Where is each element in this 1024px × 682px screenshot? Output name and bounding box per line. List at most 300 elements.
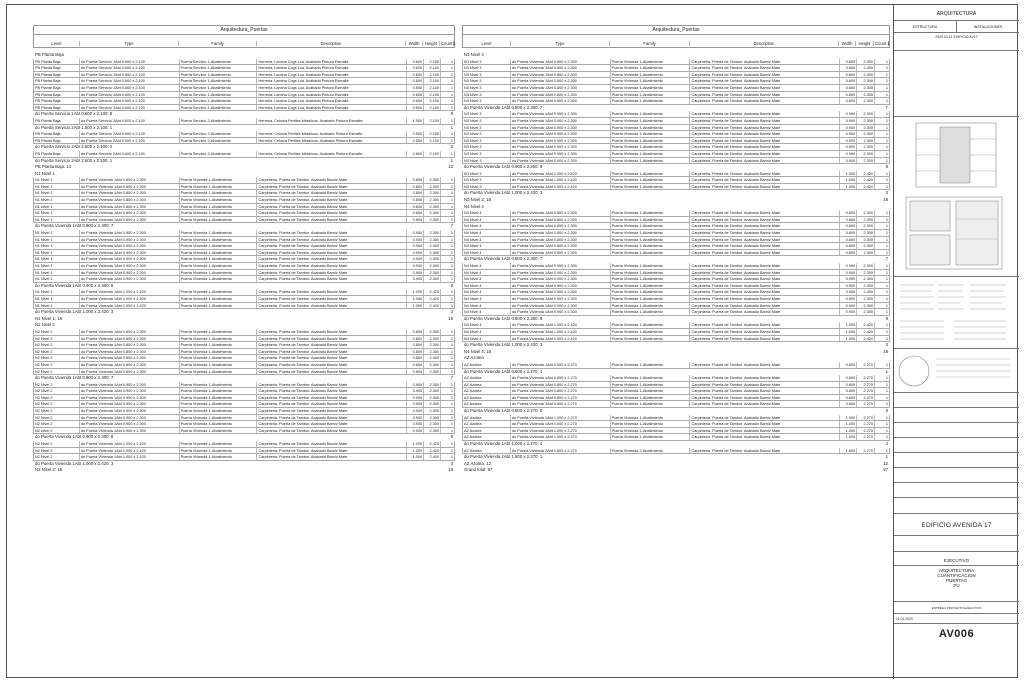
cell-description: Carpinteria. Puerta de Tambor. Acabado Barniz Mate	[257, 336, 407, 342]
cell-width: 0.900	[840, 158, 857, 164]
seal-icon	[894, 349, 1014, 391]
table-row	[33, 270, 455, 277]
table-row	[462, 223, 890, 230]
subtotal-label: do Puerta Servicio 2Abt 1.500 x 2.100: 1	[35, 124, 113, 130]
cell-width: 0.900	[407, 243, 424, 249]
cell-height: 2.300	[424, 217, 441, 223]
table-row	[33, 118, 455, 125]
cell-description: Carpinteria. Puerta de Tambor. Acabado Barniz Mate	[257, 382, 407, 388]
cell-type: do Puerta Vivienda 1Abt 0.800 x 2.300	[511, 237, 611, 243]
tb-delivery	[894, 602, 1019, 614]
cell-description: Carpinteria. Puerta de Tambor. Acabado Barniz Mate	[257, 256, 407, 262]
cell-level: PB Planta Baja	[34, 131, 80, 137]
signature-row-7	[894, 483, 1019, 498]
cell-family: Puerta Vivienda 2-Abatimiento	[611, 448, 691, 454]
cell-width: 0.600	[407, 65, 424, 71]
cell-height: 2.300	[424, 250, 441, 256]
cell-description: Carpinteria. Puerta de Tambor. Acabado Barniz Mate	[690, 336, 840, 342]
cell-height: 2.300	[424, 197, 441, 203]
subtotal-label: do Puerta Vivienda 1Abt 0.800 x 2.300: 7	[464, 256, 543, 262]
subtotal-label: do Puerta Vivienda 1Abt 1.000 x 2.420: 3	[35, 309, 114, 315]
cell-description: Herreria. Lamina Cogs Lca. Acabado Pintura Esmalte	[257, 98, 407, 104]
cell-width: 0.600	[407, 72, 424, 78]
cell-level: N3 Nivel 3	[463, 184, 511, 190]
cell-width: 0.800	[840, 59, 857, 65]
cell-level: PB Planta Baja	[34, 138, 80, 144]
table-row	[33, 395, 455, 402]
cell-count: 1	[875, 177, 890, 183]
cell-level: N3 Nivel 3	[463, 65, 511, 71]
table-row	[462, 85, 890, 92]
subtotal-label: do Puerta Vivienda 1Abt 0.800 x 2.270: 5	[464, 408, 543, 414]
cell-count: 1	[441, 72, 455, 78]
cell-count: 1	[875, 336, 890, 342]
table-row	[33, 237, 455, 244]
cell-family: Puerta Servicio 1-Abatimiento	[180, 92, 258, 98]
cell-height: 2.300	[424, 237, 441, 243]
table-row	[462, 283, 890, 290]
schedule-title: Arquitectura_Puertas	[33, 25, 455, 34]
cell-description: Carpinteria. Puerta de Tambor. Acabado Barniz Mate	[690, 78, 840, 84]
subtotal-count: 1	[885, 454, 888, 460]
cell-type: do Puerta Servicio 2Abt 0.600 x 2.100	[80, 151, 180, 157]
cell-type: do Puerta Vivienda 1Abt 1.000 x 2.270	[511, 434, 611, 440]
subtotal-row	[462, 164, 890, 171]
table-row	[462, 144, 890, 151]
tb-columns	[894, 21, 1019, 33]
table-row	[33, 349, 455, 356]
subtotal-row	[33, 158, 455, 165]
cell-type: do Puerta Vivienda 1Abt 0.900 x 2.300	[80, 421, 180, 427]
cell-family: Puerta Vivienda 1-Abatimiento	[180, 190, 258, 196]
table-row	[33, 428, 455, 435]
cell-family: Puerta Servicio 1-Abatimiento	[180, 78, 258, 84]
subtotal-label: do Puerta Vivienda 1Abt 0.800 x 2.300: 7	[35, 375, 114, 381]
cell-type: do Puerta Vivienda 1Abt 0.900 x 2.300	[80, 263, 180, 269]
cell-family: Puerta Vivienda 1-Abatimiento	[180, 369, 258, 375]
cell-level: N4 Nivel 4	[463, 250, 511, 256]
cell-description: Herreria. Lamina Cogs Lca. Acabado Pintura Esmalte	[257, 105, 407, 111]
tb-seal	[894, 349, 1019, 393]
cell-height: 2.420	[424, 448, 441, 454]
cell-count: 1	[441, 78, 455, 84]
cell-type: do Puerta Vivienda 1Abt 1.000 x 2.420	[511, 171, 611, 177]
cell-count: 1	[441, 197, 455, 203]
table-row	[33, 382, 455, 389]
table-row	[462, 336, 890, 343]
schedule-body-right	[462, 52, 890, 474]
cell-count: 1	[875, 158, 890, 164]
cell-count: 1	[875, 329, 890, 335]
cell-count: 1	[875, 118, 890, 124]
cell-family: Puerta Servicio 1-Abatimiento	[180, 65, 258, 71]
cell-level: N2 Nivel 2	[34, 369, 80, 375]
cell-count: 1	[441, 237, 455, 243]
cell-width: 0.900	[407, 237, 424, 243]
cell-count: 1	[875, 289, 890, 295]
cell-count: 1	[875, 303, 890, 309]
cell-type: do Puerta Vivienda 1Abt 0.900 x 2.300	[80, 243, 180, 249]
cell-height: 2.300	[857, 111, 875, 117]
cell-level: PB Planta Baja	[34, 78, 80, 84]
cell-description: Carpinteria. Puerta de Tambor. Acabado Barniz Mate	[257, 448, 407, 454]
cell-family: Puerta Servicio 1-Abatimiento	[180, 98, 258, 104]
cell-count: 1	[441, 243, 455, 249]
table-row	[462, 296, 890, 303]
subtotal-count: 8	[885, 315, 888, 321]
cell-description: Carpinteria. Puerta de Tambor. Acabado Barniz Mate	[690, 85, 840, 91]
cell-count: 1	[441, 276, 455, 282]
group-label-count: 12	[883, 460, 888, 466]
table-row	[33, 177, 455, 184]
cell-count: 1	[875, 322, 890, 328]
group-label-text: N2 Nivel 2	[35, 322, 55, 328]
cell-family: Puerta Vivienda 1-Abatimiento	[611, 243, 691, 249]
cell-count: 1	[875, 111, 890, 117]
cell-height: 2.300	[424, 256, 441, 262]
table-row	[462, 428, 890, 435]
table-row	[462, 421, 890, 428]
table-row	[462, 237, 890, 244]
cell-type: do Puerta Servicio 1Abt 0.600 x 2.100	[80, 72, 180, 78]
cell-width: 2.500	[407, 131, 424, 137]
cell-family: Puerta Vivienda 1-Abatimiento	[611, 336, 691, 342]
cell-count: 1	[441, 349, 455, 355]
subtotal-count: 8	[450, 111, 453, 117]
cell-description: Herreria. Lamina Cogs Lca. Acabado Pintura Esmalte	[257, 65, 407, 71]
cell-description: Carpinteria. Puerta de Tambor. Acabado Barniz Mate	[690, 177, 840, 183]
table-row	[33, 276, 455, 283]
cell-family: Puerta Vivienda 1-Abatimiento	[611, 98, 691, 104]
cell-description: Herreria. Celosia Perfiles Metalicos. Acabado Pintura Esmalte	[257, 131, 407, 137]
cell-level: N3 Nivel 3	[463, 118, 511, 124]
cell-width: 0.800	[407, 362, 424, 368]
cell-description: Carpinteria. Puerta de Tambor. Acabado Barniz Mate	[257, 190, 407, 196]
cell-description: Carpinteria. Puerta de Tambor. Acabado Barniz Mate	[257, 428, 407, 434]
cell-count: 1	[441, 217, 455, 223]
cell-family: Puerta Vivienda 1-Abatimiento	[611, 388, 691, 394]
cell-type: do Puerta Vivienda 1Abt 1.000 x 2.270	[511, 415, 611, 421]
cell-family: Puerta Vivienda 1-Abatimiento	[180, 217, 258, 223]
table-row	[462, 448, 890, 455]
sheet-title-line2: CUANTIFICACION	[937, 573, 976, 578]
table-row	[33, 336, 455, 343]
table-row	[462, 59, 890, 66]
cell-width: 2.600	[407, 151, 424, 157]
cell-family: Puerta Vivienda 1-Abatimiento	[180, 197, 258, 203]
cell-family: Puerta Vivienda 1-Abatimiento	[180, 204, 258, 210]
cell-description: Carpinteria. Puerta de Tambor. Acabado Barniz Mate	[690, 230, 840, 236]
cell-level: N2 Nivel 2	[34, 349, 80, 355]
subtotal-count: 7	[885, 104, 888, 110]
table-row	[462, 434, 890, 441]
cell-type: do Puerta Vivienda 1Abt 0.900 x 2.300	[80, 230, 180, 236]
cell-family: Puerta Vivienda 1-Abatimiento	[180, 270, 258, 276]
cell-family: Puerta Vivienda 1-Abatimiento	[180, 401, 258, 407]
cell-description: Carpinteria. Puerta de Tambor. Acabado Barniz Mate	[257, 263, 407, 269]
cell-width: 0.900	[840, 144, 857, 150]
issue-date: 11.01.2020	[896, 617, 913, 621]
col-type: Type	[80, 41, 180, 46]
subtotal-count: 7	[450, 375, 453, 381]
title-block	[893, 5, 1019, 679]
cell-count: 1	[875, 138, 890, 144]
cell-family: Puerta Vivienda 1-Abatimiento	[611, 375, 691, 381]
cell-count: 1	[875, 65, 890, 71]
cell-description: Carpinteria. Puerta de Tambor. Acabado Barniz Mate	[257, 217, 407, 223]
table-row	[33, 197, 455, 204]
cell-height: 2.300	[857, 118, 875, 124]
group-label-count: 18	[448, 467, 453, 473]
cell-family: Puerta Vivienda 1-Abatimiento	[180, 263, 258, 269]
cell-level: N3 Nivel 3	[463, 92, 511, 98]
cell-count: 1	[875, 151, 890, 157]
subtotal-label: do Puerta Vivienda 1Abt 1.000 x 2.270: 4	[464, 441, 543, 447]
cell-height: 2.300	[424, 177, 441, 183]
cell-width: 0.900	[407, 382, 424, 388]
table-row	[33, 138, 455, 145]
cell-height: 2.300	[424, 184, 441, 190]
cell-count: 1	[875, 296, 890, 302]
cell-count: 1	[875, 428, 890, 434]
key-plan-drawing	[896, 119, 1016, 275]
group-label-text: N3 Nivel 3: 18	[464, 197, 491, 203]
cell-family: Puerta Vivienda 1-Abatimiento	[180, 382, 258, 388]
cell-family: Puerta Vivienda 1-Abatimiento	[611, 111, 691, 117]
cell-width: 0.900	[840, 276, 857, 282]
cell-level: N3 Nivel 3	[463, 131, 511, 137]
cell-width: 0.800	[840, 237, 857, 243]
cell-level: N4 Nivel 4	[463, 322, 511, 328]
cell-width: 0.900	[840, 303, 857, 309]
cell-width: 0.900	[840, 125, 857, 131]
cell-family: Puerta Vivienda 1-Abatimiento	[611, 230, 691, 236]
group-label-text: AZ Azotea	[464, 355, 484, 361]
cell-description: Carpinteria. Puerta de Tambor. Acabado Barniz Mate	[690, 375, 840, 381]
subtotal-count: 8	[885, 164, 888, 170]
group-label	[33, 52, 455, 59]
cell-count: 1	[441, 270, 455, 276]
cell-family: Puerta Vivienda 1-Abatimiento	[611, 237, 691, 243]
cell-description: Carpinteria. Puerta de Tambor. Acabado Barniz Mate	[257, 210, 407, 216]
cell-level: AZ Azotea	[463, 375, 511, 381]
cell-count: 1	[441, 296, 455, 302]
cell-type: do Puerta Vivienda 1Abt 0.900 x 2.300	[511, 309, 611, 315]
table-row	[462, 217, 890, 224]
subtotal-count: 5	[885, 408, 888, 414]
cell-width: 0.900	[407, 408, 424, 414]
cell-count: 1	[441, 263, 455, 269]
cell-count: 1	[875, 270, 890, 276]
cell-family: Puerta Vivienda 1-Abatimiento	[611, 125, 691, 131]
table-row	[33, 329, 455, 336]
cell-type: do Puerta Vivienda 1Abt 0.900 x 2.300	[80, 270, 180, 276]
cell-description: Carpinteria. Puerta de Tambor. Acabado Barniz Mate	[257, 184, 407, 190]
cell-count: 1	[441, 59, 455, 65]
cell-width: 0.800	[840, 395, 857, 401]
cell-width: 0.800	[407, 197, 424, 203]
tb-sheet-number	[894, 624, 1019, 644]
group-label	[33, 467, 455, 474]
table-row	[462, 92, 890, 99]
cell-height: 2.300	[424, 190, 441, 196]
cell-family: Puerta Vivienda 1-Abatimiento	[611, 303, 691, 309]
group-label-count: 18	[448, 315, 453, 321]
cell-height: 2.300	[857, 270, 875, 276]
cell-family: Puerta Vivienda 1-Abatimiento	[611, 78, 691, 84]
cell-description: Carpinteria. Puerta de Tambor. Acabado Barniz Mate	[257, 401, 407, 407]
cell-description: Carpinteria. Puerta de Tambor. Acabado Barniz Mate	[690, 237, 840, 243]
group-label-count: 18	[883, 197, 888, 203]
subtotal-row	[462, 316, 890, 323]
cell-height: 2.300	[857, 250, 875, 256]
cell-width: 0.800	[407, 349, 424, 355]
cell-type: do Puerta Vivienda 1Abt 0.800 x 2.270	[511, 382, 611, 388]
table-row	[462, 138, 890, 145]
cell-height: 2.420	[424, 296, 441, 302]
table-row	[33, 454, 455, 461]
cell-type: do Puerta Vivienda 1Abt 0.900 x 2.300	[511, 303, 611, 309]
cell-description: Carpinteria. Puerta de Tambor. Acabado Barniz Mate	[690, 171, 840, 177]
cell-count: 1	[875, 415, 890, 421]
cell-count: 1	[875, 401, 890, 407]
cell-family: Puerta Vivienda 1-Abatimiento	[180, 362, 258, 368]
cell-type: do Puerta Vivienda 1Abt 0.800 x 2.300	[511, 65, 611, 71]
cell-level: AZ Azotea	[463, 415, 511, 421]
table-row	[33, 85, 455, 92]
cell-width: 0.800	[840, 388, 857, 394]
cell-count: 1	[441, 421, 455, 427]
cell-description: Carpinteria. Puerta de Tambor. Acabado Barniz Mate	[257, 329, 407, 335]
cell-level: N3 Nivel 3	[463, 144, 511, 150]
group-label	[462, 197, 890, 204]
cell-count: 1	[875, 125, 890, 131]
cell-count: 1	[441, 289, 455, 295]
col-width: Width	[406, 41, 423, 46]
cell-type: do Puerta Vivienda 1Abt 0.800 x 2.300	[80, 204, 180, 210]
cell-type: do Puerta Vivienda 1Abt 0.800 x 2.300	[80, 217, 180, 223]
group-label	[462, 52, 890, 59]
cell-type: do Puerta Vivienda 1Abt 0.800 x 2.300	[80, 355, 180, 361]
cell-level: PB Planta Baja	[34, 85, 80, 91]
cell-family: Puerta Vivienda 1-Abatimiento	[611, 276, 691, 282]
subtotal-label: do Puerta Vivienda 2Abt 1.600 x 2.270: 1	[464, 454, 543, 460]
cell-width: 0.900	[407, 276, 424, 282]
cell-level: N1 Nivel 1	[34, 197, 80, 203]
cell-type: do Puerta Vivienda 1Abt 0.800 x 2.300	[511, 98, 611, 104]
structure-label: ESTRUCTURA	[894, 21, 957, 32]
cell-width: 0.900	[407, 263, 424, 269]
delivery-label: ENTREGA PROYECTO EJECUTIVO	[931, 606, 982, 610]
cell-width: 0.600	[407, 105, 424, 111]
cell-height: 2.270	[857, 448, 875, 454]
cell-count: 1	[441, 184, 455, 190]
cell-width: 1.000	[840, 415, 857, 421]
table-row	[462, 276, 890, 283]
signature-row-1	[894, 393, 1019, 408]
cell-description: Carpinteria. Puerta de Tambor. Acabado Barniz Mate	[690, 131, 840, 137]
cell-family: Puerta Vivienda 1-Abatimiento	[611, 382, 691, 388]
subtotal-label: do Puerta Vivienda 1Abt 1.000 x 2.420: 3	[35, 460, 114, 466]
group-label-count: 97	[883, 467, 888, 473]
subtotal-label: do Puerta Vivienda 1Abt 0.900 x 2.300: 8	[464, 164, 543, 170]
cell-description: Carpinteria. Puerta de Tambor. Acabado Barniz Mate	[690, 401, 840, 407]
cell-family: Puerta Vivienda 1-Abatimiento	[180, 177, 258, 183]
cell-family: Puerta Vivienda 1-Abatimiento	[180, 184, 258, 190]
subtotal-label: do Puerta Vivienda 1Abt 0.600 x 2.270: 1	[464, 368, 543, 374]
cell-width: 0.600	[407, 98, 424, 104]
subtotal-row	[33, 309, 455, 316]
cell-level: N2 Nivel 2	[34, 408, 80, 414]
cell-type: do Puerta Vivienda 1Abt 0.800 x 2.300	[511, 217, 611, 223]
cell-width: 0.800	[840, 72, 857, 78]
cell-height: 2.300	[424, 263, 441, 269]
cell-family: Puerta Servicio 2-Abatimiento	[180, 118, 258, 124]
cell-width: 1.000	[840, 421, 857, 427]
table-row	[462, 184, 890, 191]
subtotal-row	[462, 105, 890, 112]
subtotal-row	[462, 454, 890, 461]
cell-family: Puerta Servicio 1-Abatimiento	[180, 59, 258, 65]
cell-count: 1	[875, 78, 890, 84]
cell-level: N1 Nivel 1	[34, 263, 80, 269]
table-row	[33, 355, 455, 362]
subtotal-label: do Puerta Vivienda 1Abt 0.900 x 2.300: 8	[35, 434, 114, 440]
cell-type: do Puerta Vivienda 1Abt 0.800 x 2.300	[80, 336, 180, 342]
subtotal-row	[33, 111, 455, 118]
cell-count: 1	[875, 210, 890, 216]
cell-height: 2.300	[857, 283, 875, 289]
cell-height: 2.300	[424, 388, 441, 394]
cell-description: Herreria. Lamina Cogs Lca. Acabado Pintura Esmalte	[257, 78, 407, 84]
cell-width: 1.600	[840, 448, 857, 454]
cell-width: 0.900	[840, 283, 857, 289]
cell-count: 1	[875, 85, 890, 91]
cell-height: 2.300	[857, 151, 875, 157]
table-row	[33, 59, 455, 66]
cell-count: 1	[875, 276, 890, 282]
cell-description: Carpinteria. Puerta de Tambor. Acabado Barniz Mate	[690, 98, 840, 104]
schedule-header-right	[462, 34, 890, 48]
subtotal-label: do Puerta Vivienda 1Abt 0.800 x 2.300: 7	[464, 104, 543, 110]
cell-height: 2.420	[857, 184, 875, 190]
cell-count: 1	[441, 454, 455, 460]
col-height: Height	[423, 41, 440, 46]
table-row	[33, 230, 455, 237]
group-label-text: N1 Nivel 1: 18	[35, 315, 62, 321]
cell-width: 1.000	[840, 336, 857, 342]
cell-level: AZ Azotea	[463, 434, 511, 440]
cell-family: Puerta Vivienda 1-Abatimiento	[611, 118, 691, 124]
cell-count: 1	[441, 342, 455, 348]
cell-type: do Puerta Vivienda 1Abt 1.000 x 2.270	[511, 421, 611, 427]
subtotal-row	[33, 375, 455, 382]
cell-height: 2.300	[424, 395, 441, 401]
cell-height: 2.100	[424, 118, 441, 124]
cell-description: Carpinteria. Puerta de Tambor. Acabado Barniz Mate	[257, 197, 407, 203]
cell-type: do Puerta Vivienda 1Abt 0.900 x 2.300	[511, 131, 611, 137]
cell-description: Carpinteria. Puerta de Tambor. Acabado Barniz Mate	[690, 270, 840, 276]
cell-width: 1.000	[840, 322, 857, 328]
cell-width: 0.900	[407, 401, 424, 407]
cell-width: 0.900	[407, 421, 424, 427]
table-row	[33, 342, 455, 349]
cell-description: Carpinteria. Puerta de Tambor. Acabado Barniz Mate	[257, 454, 407, 460]
cell-count: 1	[441, 250, 455, 256]
cell-height: 2.270	[857, 388, 875, 394]
cell-count: 1	[441, 428, 455, 434]
cell-width: 0.800	[407, 369, 424, 375]
